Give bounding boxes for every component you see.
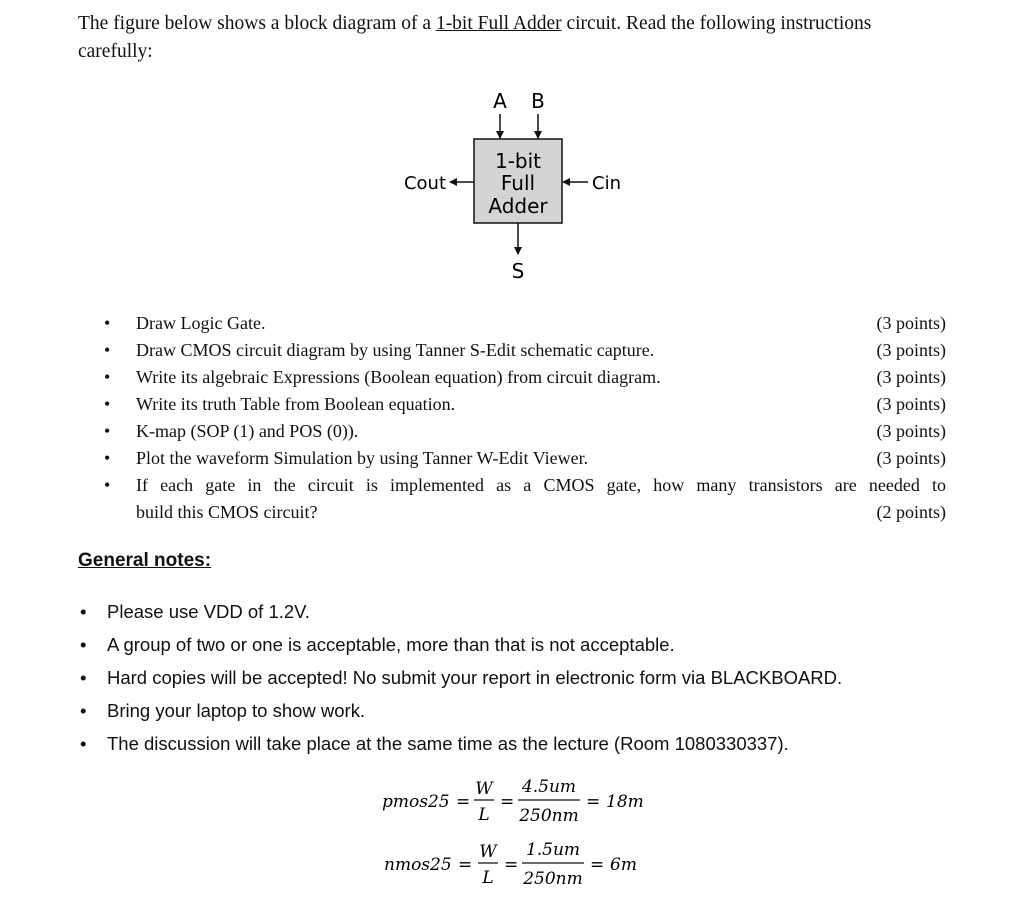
nmos-l: L (482, 868, 494, 888)
block-text-line1: 1-bit (494, 149, 542, 173)
bullet: • (80, 601, 87, 622)
bullet: • (104, 367, 111, 387)
cout-label: Cout (403, 173, 446, 194)
task-text: Draw CMOS circuit diagram by using Tanner S-Edit schematic capture. (136, 340, 655, 360)
task-points: (3 points) (876, 394, 946, 414)
sum-label: S (511, 259, 525, 283)
nmos-w: W (479, 842, 497, 862)
nmos-formula (384, 840, 637, 889)
block-text-line3: Adder (488, 194, 548, 218)
equals-sign: = (504, 855, 519, 875)
bullet: • (80, 733, 87, 754)
transistor-sizing-formulas (370, 770, 690, 900)
bullet: • (104, 340, 111, 360)
bullet: • (104, 448, 111, 468)
block-text-line2: Full (500, 171, 536, 195)
general-notes-list (78, 595, 958, 760)
task-item (104, 337, 946, 364)
pmos-result: 18m (606, 792, 644, 812)
pmos-den: 250nm (519, 806, 579, 826)
note-item (78, 595, 958, 628)
nmos-name: nmos25 (384, 855, 452, 875)
equals-sign: = (586, 792, 601, 812)
bullet: • (104, 394, 111, 414)
nmos-den: 250nm (523, 869, 583, 889)
task-item (104, 472, 946, 526)
bullet: • (80, 700, 87, 721)
task-item (104, 310, 946, 337)
task-text: Write its truth Table from Boolean equation. (136, 394, 456, 414)
task-item (104, 391, 946, 418)
general-notes-title: General notes: (78, 550, 212, 571)
pmos-formula (382, 777, 644, 826)
task-item (104, 418, 946, 445)
equals-sign: = (458, 855, 473, 875)
note-item (78, 628, 958, 661)
input-b-label: B (531, 89, 545, 113)
note-text: Hard copies will be accepted! No submit your report in electronic form via BLACKBOARD. (107, 667, 843, 688)
task-text: Write its algebraic Expressions (Boolean equation) from circuit diagram. (136, 367, 661, 387)
task-points: (2 points) (876, 502, 946, 522)
full-adder-block-diagram (390, 82, 650, 292)
bullet: • (104, 313, 111, 333)
note-text: Bring your laptop to show work. (107, 700, 366, 721)
task-text: K-map (SOP (1) and POS (0)). (136, 421, 359, 441)
intro-text-before: The figure below shows a block diagram of a (78, 13, 436, 34)
task-points: (3 points) (876, 421, 946, 441)
input-a-label: A (493, 89, 507, 113)
bullet: • (104, 421, 111, 441)
intro-text-after: circuit. Read the following instructions carefully: (78, 13, 872, 62)
intro-paragraph (78, 10, 948, 66)
note-item (78, 727, 958, 760)
equals-sign: = (500, 792, 515, 812)
pmos-name: pmos25 (382, 792, 450, 812)
task-text: If each gate in the circuit is implemented as a CMOS gate, how many transistors are needed to (136, 475, 946, 495)
task-text: Draw Logic Gate. (136, 313, 266, 333)
task-text-continued: build this CMOS circuit? (136, 502, 318, 522)
pmos-num: 4.5um (521, 777, 577, 797)
task-list (104, 310, 946, 526)
task-text: Plot the waveform Simulation by using Tanner W-Edit Viewer. (136, 448, 589, 468)
task-item (104, 364, 946, 391)
nmos-num: 1.5um (525, 840, 581, 860)
pmos-w: W (475, 779, 493, 799)
equals-sign: = (456, 792, 471, 812)
equals-sign: = (590, 855, 605, 875)
note-text: Please use VDD of 1.2V. (107, 601, 310, 622)
note-item (78, 661, 958, 694)
task-points: (3 points) (876, 340, 946, 360)
cin-label: Cin (592, 173, 621, 194)
note-item (78, 694, 958, 727)
task-item (104, 445, 946, 472)
task-points: (3 points) (876, 313, 946, 333)
task-points: (3 points) (876, 448, 946, 468)
task-points: (3 points) (876, 367, 946, 387)
note-text: A group of two or one is acceptable, more than that is not acceptable. (107, 634, 675, 655)
pmos-l: L (478, 805, 490, 825)
bullet: • (80, 667, 87, 688)
bullet: • (80, 634, 87, 655)
nmos-result: 6m (610, 855, 637, 875)
note-text: The discussion will take place at the same time as the lecture (Room 1080330337). (107, 733, 789, 754)
intro-underlined-term: 1-bit Full Adder (435, 13, 562, 34)
bullet: • (104, 475, 111, 495)
